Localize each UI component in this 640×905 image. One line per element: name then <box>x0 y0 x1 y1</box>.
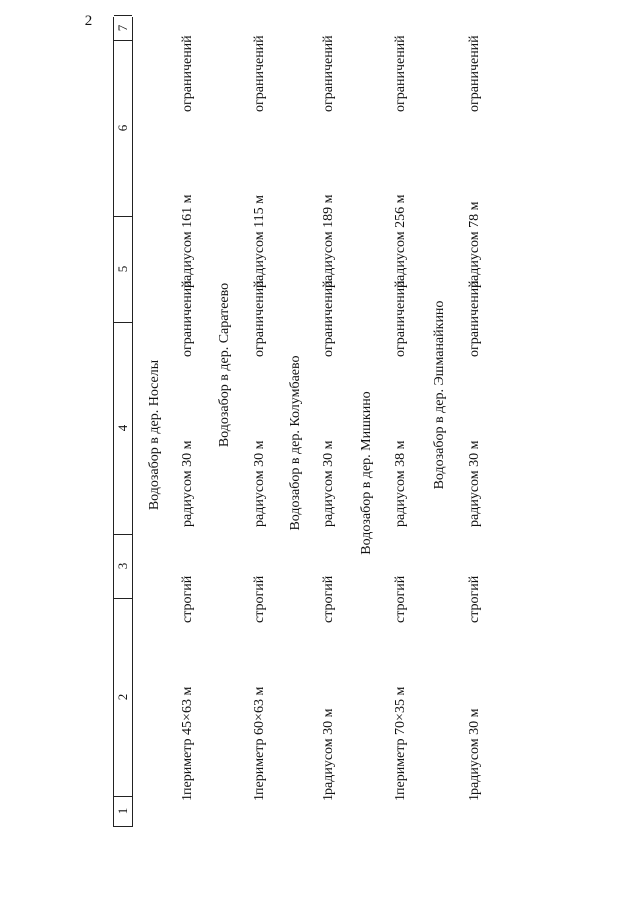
cell-regime-3: ограничений <box>393 35 408 112</box>
cell-num: 1 <box>321 794 336 801</box>
table-row <box>180 0 200 905</box>
cell-regime-3: ограничений <box>321 35 336 112</box>
cell-regime-2: ограничений <box>252 280 267 357</box>
cell-zone-1: радиусом 30 м <box>321 708 336 795</box>
cell-regime: строгий <box>393 575 408 623</box>
cell-zone-2: радиусом 38 м <box>393 440 408 527</box>
header-col-7: 7 <box>114 15 132 41</box>
cell-zone-3: радиусом 161 м <box>180 194 195 288</box>
section-caption: Водозабор в дер. Эшманайкино <box>432 300 447 490</box>
section-caption: Водозабор в дер. Носелы <box>147 359 162 511</box>
cell-num: 1 <box>252 794 267 801</box>
header-col-6: 6 <box>114 40 132 217</box>
cell-regime: строгий <box>180 575 195 623</box>
cell-num: 1 <box>180 794 195 801</box>
table-row <box>252 0 272 905</box>
cell-num: 1 <box>393 794 408 801</box>
cell-regime-2: ограничений <box>393 280 408 357</box>
table-row <box>467 0 487 905</box>
cell-regime-3: ограничений <box>252 35 267 112</box>
cell-regime: строгий <box>252 575 267 623</box>
table-row <box>321 0 341 905</box>
section-caption: Водозабор в дер. Саратеево <box>217 282 232 448</box>
cell-zone-2: радиусом 30 м <box>467 440 482 527</box>
section-caption: Водозабор в дер. Мишкино <box>359 391 374 555</box>
cell-zone-2: радиусом 30 м <box>180 440 195 527</box>
header-col-3: 3 <box>114 534 132 599</box>
header-col-1: 1 <box>114 796 132 827</box>
cell-regime-3: ограничений <box>467 35 482 112</box>
table-header <box>113 17 133 827</box>
cell-zone-2: радиусом 30 м <box>252 440 267 527</box>
cell-zone-1: периметр 70×35 м <box>393 686 408 795</box>
cell-zone-3: радиусом 189 м <box>321 194 336 288</box>
cell-zone-3: радиусом 256 м <box>393 194 408 288</box>
cell-regime-2: ограничений <box>180 280 195 357</box>
cell-regime: строгий <box>467 575 482 623</box>
header-col-5: 5 <box>114 216 132 323</box>
cell-regime: строгий <box>321 575 336 623</box>
cell-zone-3: радиусом 78 м <box>467 201 482 288</box>
cell-num: 1 <box>467 794 482 801</box>
header-col-2: 2 <box>114 598 132 797</box>
cell-regime-2: ограничений <box>467 280 482 357</box>
header-col-4: 4 <box>114 322 132 535</box>
cell-regime-2: ограничений <box>321 280 336 357</box>
cell-regime-3: ограничений <box>180 35 195 112</box>
section-caption: Водозабор в дер. Колумбаево <box>288 355 303 531</box>
cell-zone-1: радиусом 30 м <box>467 708 482 795</box>
cell-zone-3: радиусом 115 м <box>252 195 267 288</box>
page-number: 2 <box>84 13 93 30</box>
cell-zone-1: периметр 45×63 м <box>180 686 195 795</box>
table-row <box>393 0 413 905</box>
cell-zone-2: радиусом 30 м <box>321 440 336 527</box>
cell-zone-1: периметр 60×63 м <box>252 686 267 795</box>
